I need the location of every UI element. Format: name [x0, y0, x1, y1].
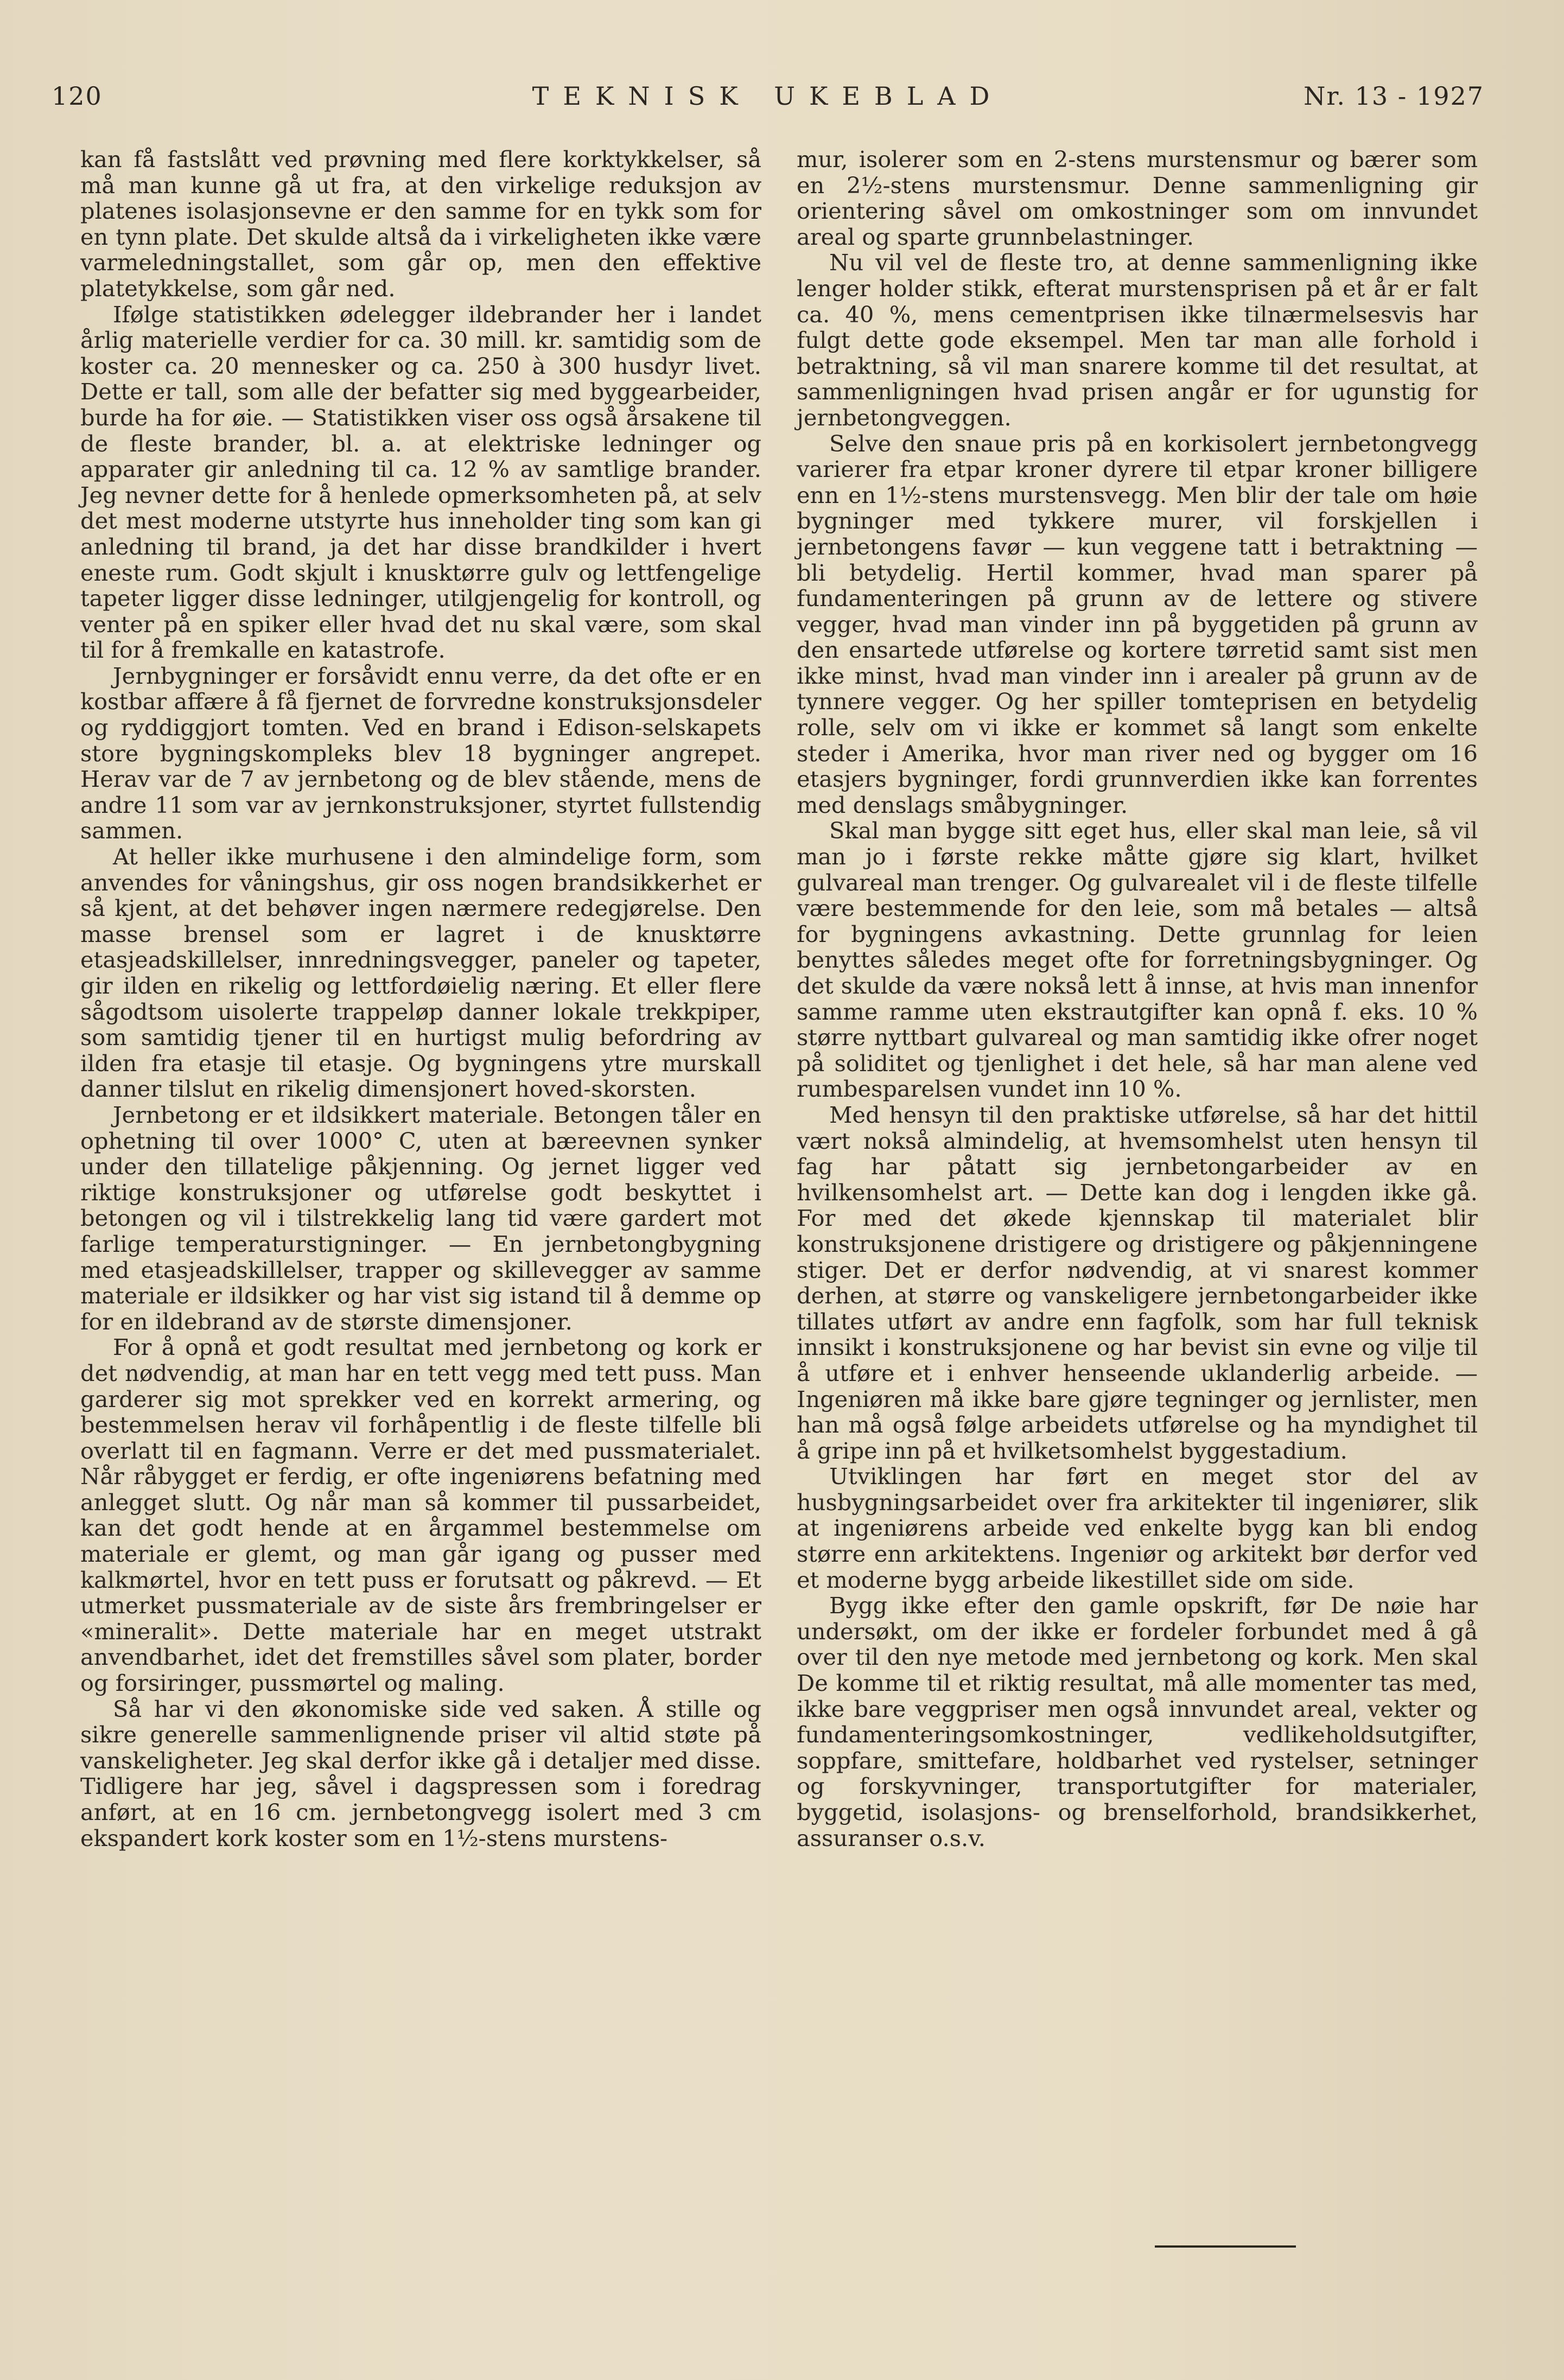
page-header	[52, 81, 1484, 119]
end-of-article-rule	[1155, 2245, 1296, 2248]
paragraph: Bygg ikke efter den gamle opskrift, før De nøie har undersøkt, om der ikke er fordeler forbundet med å gå over til den nye metode med jernbetong og kork. Men skal De komme til et riktig resultat, må alle momenter tas med, ikke bare veggpriser men også innvundet areal, vekter og fundamenteringsomkostninger, vedlikeholdsutgifter, soppfare, smittefare, holdbarhet ved rystelser, setninger og forskyvninger, transportutgifter for materialer, byggetid, isolasjons- og brenselforhold, brandsikkerhet, assuranser o.s.v.	[797, 1592, 1478, 1851]
paragraph: Jernbetong er et ildsikkert materiale. Betongen tåler en ophetning til over 1000° C, uten at bæreevnen synker under den tillatelige påkjenning. Og jernet ligger ved riktige konstruksjoner og utførelse godt beskyttet i betongen og vil i tilstrekkelig lang tid være gardert mot farlige temperaturstigninger. — En jernbetongbygning med etasjeadskillelser, trapper og skillevegger av samme materiale er ildsikker og har vist sig istand til å demme op for en ildebrand av de største dimensjoner.	[80, 1101, 761, 1335]
paragraph: For å opnå et godt resultat med jernbetong og kork er det nødvendig, at man har en tett vegg med tett puss. Man garderer sig mot sprekker ved en korrekt armering, og bestemmelsen herav vil forhåpentlig i de fleste tilfelle bli overlatt til en fagmann. Verre er det med pussmaterialet. Når råbygget er ferdig, er ofte ingeniørens befatning med anlegget slutt. Og når man så kommer til pussarbeidet, kan det godt hende at en årgammel bestemmelse om materiale er glemt, og man går igang og pusser med kalkmørtel, hvor en tett puss er forutsatt og påkrevd. — Et utmerket pussmateriale av de siste års frembringelser er «mineralit». Dette materiale har en meget utstrakt anvendbarhet, idet det fremstilles såvel som plater, border og forsiringer, pussmørtel og maling.	[80, 1334, 761, 1697]
paragraph: At heller ikke murhusene i den almindelige form, som anvendes for våningshus, gir oss nogen brandsikkerhet er så kjent, at det behøver ingen nærmere redegjørelse. Den masse brensel som er lagret i de knusktørre etasjeadskillelser, innredningsvegger, paneler og tapeter, gir ilden en rikelig og lettfordøielig næring. Et eller flere sågodtsom uisolerte trappeløp danner lokale trekkpiper, som samtidig tjener til en hurtigst mulig befordring av ilden fra etasje til etasje. Og bygningens ytre murskall danner tilslut en rikelig dimensjonert hoved-skorsten.	[80, 843, 761, 1103]
paragraph: kan få fastslått ved prøvning med flere korktykkelser, så må man kunne gå ut fra, at den virkelige reduksjon av platenes isolasjonsevne er den samme for en tykk som for en tynn plate. Det skulde altså da i virkeligheten ikke være varmeledningstallet, som går op, men den effektive platetykkelse, som går ned.	[80, 146, 761, 302]
paragraph: mur, isolerer som en 2-stens murstensmur og bærer som en 2½-stens murstensmur. Denne sammenligning gir orientering såvel om omkostninger som om innvundet areal og sparte grunnbelastninger.	[797, 146, 1478, 250]
paragraph: Så har vi den økonomiske side ved saken. Å stille og sikre generelle sammenlignende priser vil altid støte på vanskeligheter. Jeg skal derfor ikke gå i detaljer med disse. Tidligere har jeg, såvel i dagspressen som i foredrag anført, at en 16 cm. jernbetongvegg isolert med 3 cm ekspandert kork koster som en 1½-stens murstens-	[80, 1695, 761, 1851]
paragraph: Skal man bygge sitt eget hus, eller skal man leie, så vil man jo i første rekke måtte gjøre sig klart, hvilket gulvareal man trenger. Og gulvarealet vil i de fleste tilfelle være bestemmende for den leie, som må betales — altså for bygningens avkastning. Dette grunnlag for leien benyttes således meget ofte for forretningsbygninger. Og det skulde da være nokså lett å innse, at hvis man innenfor samme ramme uten ekstrautgifter kan opnå f. eks. 10 % større nyttbart gulvareal og man samtidig ikke ofrer noget på soliditet og tjenlighet i det hele, så har man alene ved rumbesparelsen vundet inn 10 %.	[797, 817, 1478, 1103]
publication-title: TEKNISK UKEBLAD	[532, 81, 1004, 111]
right-column	[797, 147, 1478, 1851]
paragraph: Jernbygninger er forsåvidt ennu verre, da det ofte er en kostbar affære å få fjernet de forvredne konstruksjonsdeler og ryddiggjort tomten. Ved en brand i Edison-selskapets store bygningskompleks blev 18 bygninger angrepet. Herav var de 7 av jernbetong og de blev stående, mens de andre 11 som var av jernkonstruksjoner, styrtet fullstendig sammen.	[80, 662, 761, 844]
paragraph: Med hensyn til den praktiske utførelse, så har det hittil vært nokså almindelig, at hvemsomhelst uten hensyn til fag har påtatt sig jernbetongarbeider av en hvilkensomhelst art. — Dette kan dog i lengden ikke gå. For med det økede kjennskap til materialet blir konstruksjonene dristigere og dristigere og påkjenningene stiger. Det er derfor nødvendig, at vi snarest kommer derhen, at større og vanskeligere jernbetongarbeider ikke tillates utført av andre enn fagfolk, som har full teknisk innsikt i konstruksjonene og har bevist sin evne og vilje til å utføre et i enhver henseende uklanderlig arbeide. — Ingeniøren må ikke bare gjøre tegninger og jernlister, men han må også følge arbeidets utførelse og ha myndighet til å gripe inn på et hvilketsomhelst byggestadium.	[797, 1101, 1478, 1464]
paragraph: Utviklingen har ført en meget stor del av husbygningsarbeidet over fra arkitekter til ingeniører, slik at ingeniørens arbeide ved enkelte bygg kan bli endog større enn arkitektens. Ingeniør og arkitekt bør derfor ved et moderne bygg arbeide likestillet side om side.	[797, 1463, 1478, 1593]
left-column	[80, 147, 761, 1851]
issue-number: Nr. 13 - 1927	[1304, 81, 1484, 111]
paragraph: Selve den snaue pris på en korkisolert jernbetongvegg varierer fra etpar kroner dyrere til etpar kroner billigere enn en 1½-stens murstensvegg. Men blir der tale om høie bygninger med tykkere murer, vil forskjellen i jernbetongens favør — kun veggene tatt i betraktning — bli betydelig. Hertil kommer, hvad man sparer på fundamenteringen på grunn av de lettere og stivere vegger, hvad man vinder inn på byggetiden på grunn av den ensartede utførelse og kortere tørretid samt sist men ikke minst, hvad man vinder inn i arealer på grunn av de tynnere vegger. Og her spiller tomteprisen en betydelig rolle, selv om vi ikke er kommet så langt som enkelte steder i Amerika, hvor man river ned og bygger om 16 etasjers bygninger, fordi grunnverdien ikke kan forrentes med denslags småbygninger.	[797, 430, 1478, 818]
page-number: 120	[52, 81, 103, 111]
paragraph: Nu vil vel de fleste tro, at denne sammenligning ikke lenger holder stikk, efterat murstensprisen på et år er falt ca. 40 %, mens cementprisen ikke tilnærmelsesvis har fulgt dette gode eksempel. Men tar man alle forhold i betraktning, så vil man snarere komme til det resultat, at sammenligningen hvad prisen angår er for ugunstig for jernbetongveggen.	[797, 249, 1478, 431]
paragraph: Ifølge statistikken ødelegger ildebrander her i landet årlig materielle verdier for ca. 30 mill. kr. samtidig som de koster ca. 20 mennesker og ca. 250 à 300 husdyr livet. Dette er tall, som alle der befatter sig med byggearbeider, burde ha for øie. — Statistikken viser oss også årsakene til de fleste brander, bl. a. at elektriske ledninger og apparater gir anledning til ca. 12 % av samtlige brander. Jeg nevner dette for å henlede opmerksomheten på, at selv det mest moderne utstyrte hus inneholder ting som kan gi anledning til brand, ja det har disse brandkilder i hvert eneste rum. Godt skjult i knusktørre gulv og lettfengelige tapeter ligger disse ledninger, utilgjengelig for kontroll, og venter på en spiker eller hvad det nu skal være, som skal til for å fremkalle en katastrofe.	[80, 301, 761, 664]
